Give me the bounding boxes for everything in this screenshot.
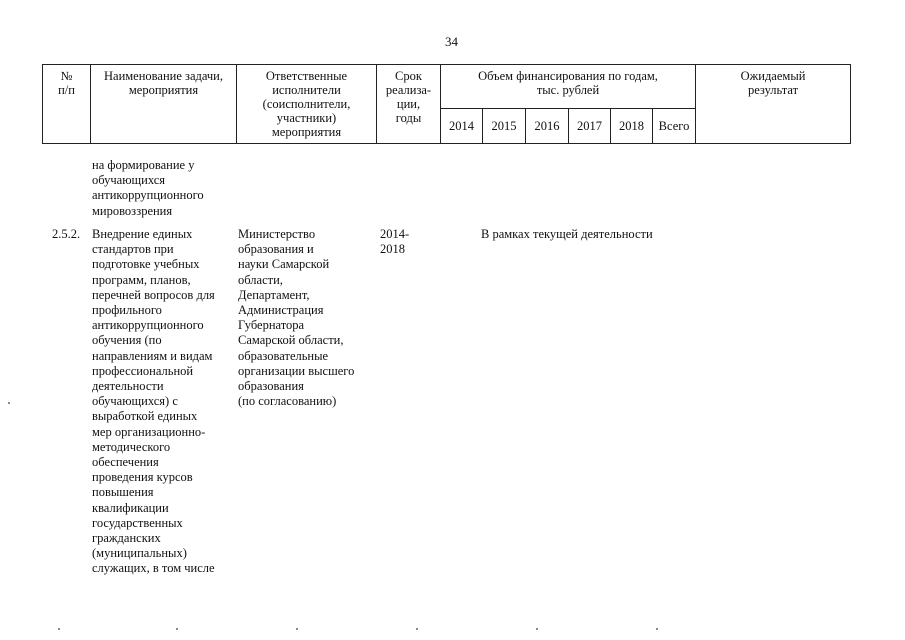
row-task-line: (муниципальных)	[92, 546, 187, 561]
page-number: 34	[445, 34, 458, 49]
header-year-total: Всего	[653, 109, 696, 144]
row-task-line: Внедрение единых	[92, 227, 193, 241]
row-term	[380, 227, 430, 257]
header-responsible-line: (соисполнители,	[262, 97, 351, 111]
row-task-line: гражданских	[92, 531, 161, 546]
row-task-line: стандартов при	[92, 242, 174, 257]
header-financing	[441, 65, 696, 109]
row-responsible-line: образовательные	[238, 348, 329, 363]
header-term-line: ции,	[396, 97, 421, 111]
header-year: 2018	[611, 109, 653, 144]
row-term-line: 2014-	[380, 227, 410, 241]
header-year: 2017	[569, 109, 611, 144]
row-task-name	[92, 227, 238, 577]
row-financing: В рамках текущей деятельности	[481, 227, 653, 241]
scan-speck	[536, 628, 538, 630]
row-responsible-line: Департамент,	[238, 287, 310, 302]
row-task-line: подготовке учебных	[92, 257, 200, 272]
row-task-line: обеспечения	[92, 455, 159, 470]
row-responsible-line: образования и	[238, 242, 314, 257]
row-responsible	[238, 227, 370, 409]
row-responsible-line: организации высшего	[238, 363, 355, 378]
row-task-line: служащих, в том числе	[92, 561, 215, 576]
row-task-line: выработкой единых	[92, 409, 198, 424]
header-responsible	[237, 65, 377, 144]
continuation-line: на формирование у	[92, 158, 195, 172]
header-term-line: годы	[395, 111, 422, 125]
row-task-line: мер организационно-	[92, 424, 206, 439]
row-task-line: направлениям и видам	[92, 348, 213, 363]
row-responsible-line: Администрация	[238, 303, 324, 318]
row-task-line: профессиональной	[92, 363, 194, 378]
scan-speck	[416, 628, 418, 630]
row-task-line: квалификации	[92, 500, 169, 515]
header-result-line: Ожидаемый	[740, 69, 806, 83]
header-year: 2014	[441, 109, 483, 144]
row-task-line: перечней вопросов для	[92, 287, 215, 302]
row-task-line: государственных	[92, 515, 183, 530]
continuation-line: антикоррупционного	[92, 188, 204, 203]
header-financing-line: тыс. рублей	[536, 83, 600, 97]
row-task-line: профильного	[92, 303, 162, 318]
scan-speck	[656, 628, 658, 630]
row-task-line: повышения	[92, 485, 154, 500]
header-term	[377, 65, 441, 144]
continuation-text	[92, 158, 238, 219]
header-result	[696, 65, 851, 144]
scan-speck	[58, 628, 60, 630]
header-task	[91, 65, 237, 144]
row-task-line: методического	[92, 439, 171, 454]
row-responsible-line: образования	[238, 379, 304, 394]
row-responsible-line: Губернатора	[238, 318, 305, 333]
row-task-line: обучения (по	[92, 333, 162, 348]
header-result-line: результат	[747, 83, 799, 97]
row-responsible-line: области,	[238, 272, 283, 287]
header-term-line: Срок	[395, 69, 422, 83]
header-num-line: п/п	[58, 83, 75, 97]
header-term-line: реализа-	[385, 83, 432, 97]
row-task-line: деятельности	[92, 379, 164, 394]
row-responsible-line: Самарской области,	[238, 333, 344, 348]
row-task-line: обучающихся) с	[92, 394, 178, 409]
header-responsible-line: мероприятия	[271, 125, 342, 139]
header-year: 2015	[483, 109, 526, 144]
continuation-line: обучающихся	[92, 173, 166, 188]
row-number: 2.5.2.	[52, 227, 81, 241]
header-num	[43, 65, 91, 144]
row-task-line: программ, планов,	[92, 272, 191, 287]
scan-speck	[8, 402, 10, 404]
row-term-line: 2018	[380, 242, 405, 257]
header-task-line: Наименование задачи,	[104, 69, 223, 83]
header-financing-line: Объем финансирования по годам,	[478, 69, 658, 83]
row-responsible-line: (по согласованию)	[238, 394, 337, 409]
row-task-line: антикоррупционного	[92, 318, 204, 333]
continuation-line: мировоззрения	[92, 203, 173, 218]
header-task-line: мероприятия	[128, 83, 199, 97]
header-responsible-line: Ответственные	[265, 69, 348, 83]
header-responsible-line: участники)	[276, 111, 337, 125]
row-responsible-line: науки Самарской	[238, 257, 330, 272]
scan-speck	[176, 628, 178, 630]
scan-speck	[296, 628, 298, 630]
header-responsible-line: исполнители	[272, 83, 341, 97]
table-header	[42, 64, 851, 144]
header-num-line: №	[60, 69, 73, 83]
header-year: 2016	[526, 109, 569, 144]
row-task-line: проведения курсов	[92, 470, 193, 485]
row-responsible-line: Министерство	[238, 227, 316, 241]
